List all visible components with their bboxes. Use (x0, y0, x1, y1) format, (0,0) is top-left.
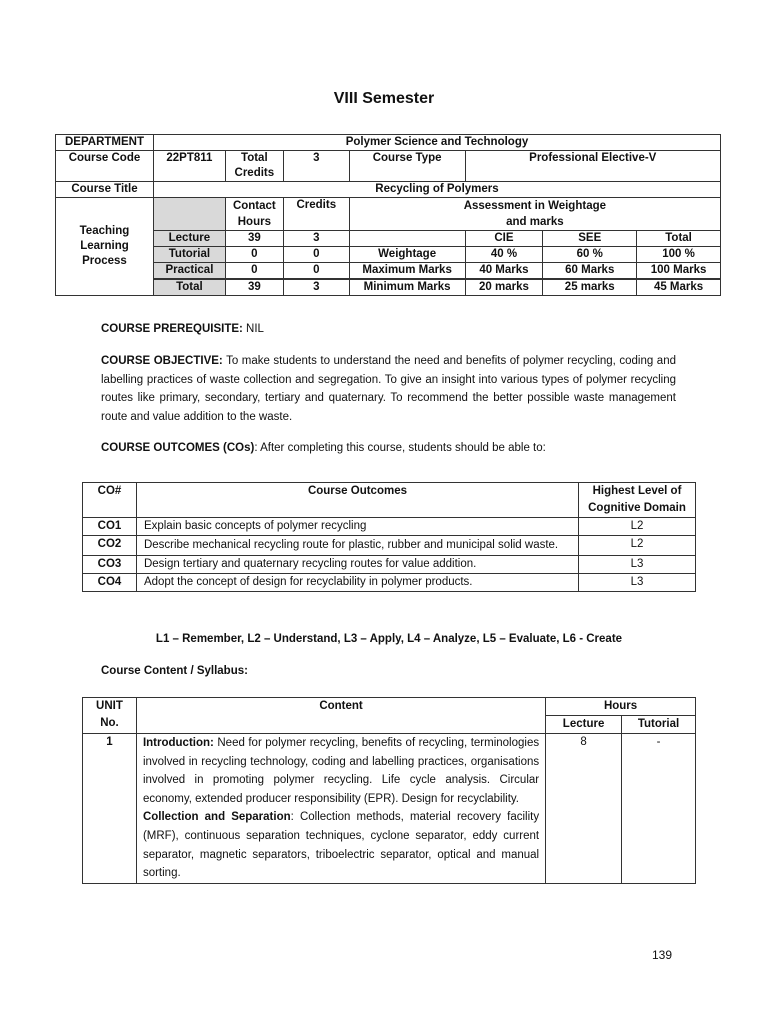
page-number: 139 (652, 948, 673, 962)
row-label: Lecture (153, 231, 225, 247)
table-row (83, 734, 696, 884)
max-marks-see: 60 Marks (543, 263, 637, 280)
row-label: Practical (153, 263, 225, 280)
hours-header: Hours (546, 698, 696, 716)
course-outcomes-intro (101, 439, 676, 458)
unit-lecture-hours: 8 (546, 734, 622, 884)
total-credits-value: 3 (283, 151, 349, 182)
total-credits-label: Total Credits (225, 151, 283, 182)
table-row (83, 556, 696, 574)
min-marks-cie: 20 marks (465, 279, 543, 296)
co-level: L2 (579, 536, 696, 556)
course-type-label: Course Type (349, 151, 465, 182)
collection-text: : Collection methods, material recovery facility (MRF), continuous separation techniques, cyclone separator, eddy current separator, magnetic separators, triboelectric separator, optical and manual sorting. (142, 811, 540, 880)
objective-text: To make students to understand the need and benefits of polymer recycling, coding and labelling practices of waste collection and segregation. To give an insight into various types of polymer recycling routes like primary, secondary, tertiary and quaternary. To recommend the better possible waste management route and value addition to the waste. (101, 355, 676, 424)
unit-number-header: UNIT No. (83, 698, 137, 734)
co-outcome: Describe mechanical recycling route for plastic, rubber and municipal solid waste. (136, 536, 578, 556)
unit-number: 1 (83, 734, 137, 884)
co-level: L3 (579, 574, 696, 592)
total-hours: 39 (225, 279, 283, 296)
min-marks-see: 25 marks (543, 279, 637, 296)
collection-title: Collection and Separation (142, 811, 291, 824)
tutorial-credits: 0 (283, 247, 349, 263)
co-id: CO3 (83, 556, 137, 574)
blank-cell (349, 231, 465, 247)
row-label: Tutorial (153, 247, 225, 263)
table-row (83, 536, 696, 556)
syllabus-heading: Course Content / Syllabus: (101, 665, 248, 677)
see-header: SEE (543, 231, 637, 247)
table-row (83, 518, 696, 536)
unit-content (136, 734, 545, 884)
weightage-total: 100 % (637, 247, 721, 263)
max-marks-total: 100 Marks (637, 263, 721, 280)
credits-header: Credits (283, 198, 349, 231)
course-code-value: 22PT811 (153, 151, 225, 182)
co-id: CO4 (83, 574, 137, 592)
course-code-label: Course Code (56, 151, 154, 182)
total-header: Total (637, 231, 721, 247)
outcomes-text: : After completing this course, students should be able to: (254, 442, 546, 454)
cognitive-levels-legend: L1 – Remember, L2 – Understand, L3 – Apply, L4 – Analyze, L5 – Evaluate, L6 - Create (155, 633, 623, 645)
lecture-header: Lecture (546, 716, 622, 734)
co-outcome: Adopt the concept of design for recyclability in polymer products. (136, 574, 578, 592)
practical-credits: 0 (283, 263, 349, 280)
course-outcomes-table (82, 482, 696, 592)
objective-label: COURSE OBJECTIVE: (101, 355, 223, 367)
weightage-cie: 40 % (465, 247, 543, 263)
tutorial-header: Tutorial (622, 716, 696, 734)
co-number-header: CO# (83, 483, 137, 518)
assessment-row-label: Maximum Marks (349, 263, 465, 280)
outcomes-label: COURSE OUTCOMES (COs) (101, 442, 255, 454)
lecture-credits: 3 (283, 231, 349, 247)
cie-header: CIE (465, 231, 543, 247)
intro-text: Need for polymer recycling, benefits of recycling, terminologies involved in recycling technology, coding and labelling practices, organisations involved in promoting polymer recycling. Life cycle analysis. Circular economy, extended producer responsibility (EPR). Design for recyclability. (142, 737, 540, 805)
co-id: CO2 (83, 536, 137, 556)
course-title-value: Recycling of Polymers (153, 182, 720, 198)
blank-grey-cell (153, 198, 225, 231)
prerequisite-value: NIL (242, 323, 264, 335)
course-info-table (55, 134, 721, 296)
tutorial-hours: 0 (225, 247, 283, 263)
practical-hours: 0 (225, 263, 283, 280)
table-row (83, 574, 696, 592)
course-objective (101, 352, 676, 427)
course-type-value: Professional Elective-V (465, 151, 720, 182)
department-label: DEPARTMENT (56, 135, 154, 151)
co-id: CO1 (83, 518, 137, 536)
co-level: L3 (579, 556, 696, 574)
assessment-row-label: Minimum Marks (349, 279, 465, 296)
teaching-learning-label: Teaching Learning Process (56, 198, 154, 296)
page-title: VIII Semester (333, 90, 435, 107)
prerequisite-label: COURSE PREREQUISITE: (101, 323, 243, 335)
course-outcomes-header: Course Outcomes (136, 483, 578, 518)
weightage-see: 60 % (543, 247, 637, 263)
unit-tutorial-hours: - (622, 734, 696, 884)
course-title-label: Course Title (56, 182, 154, 198)
total-credits: 3 (283, 279, 349, 296)
assessment-row-label: Weightage (349, 247, 465, 263)
cognitive-level-header: Highest Level of Cognitive Domain (579, 483, 696, 518)
co-outcome: Design tertiary and quaternary recycling routes for value addition. (136, 556, 578, 574)
lecture-hours: 39 (225, 231, 283, 247)
max-marks-cie: 40 Marks (465, 263, 543, 280)
intro-title: Introduction: (142, 737, 214, 749)
row-label: Total (153, 279, 225, 296)
content-header: Content (136, 698, 545, 734)
assessment-header: Assessment in Weightage and marks (349, 198, 720, 231)
contact-hours-header: Contact Hours (225, 198, 283, 231)
department-value: Polymer Science and Technology (153, 135, 720, 151)
min-marks-total: 45 Marks (637, 279, 721, 296)
syllabus-table (82, 697, 696, 884)
co-level: L2 (579, 518, 696, 536)
co-outcome: Explain basic concepts of polymer recycling (136, 518, 578, 536)
course-prerequisite (101, 320, 676, 339)
